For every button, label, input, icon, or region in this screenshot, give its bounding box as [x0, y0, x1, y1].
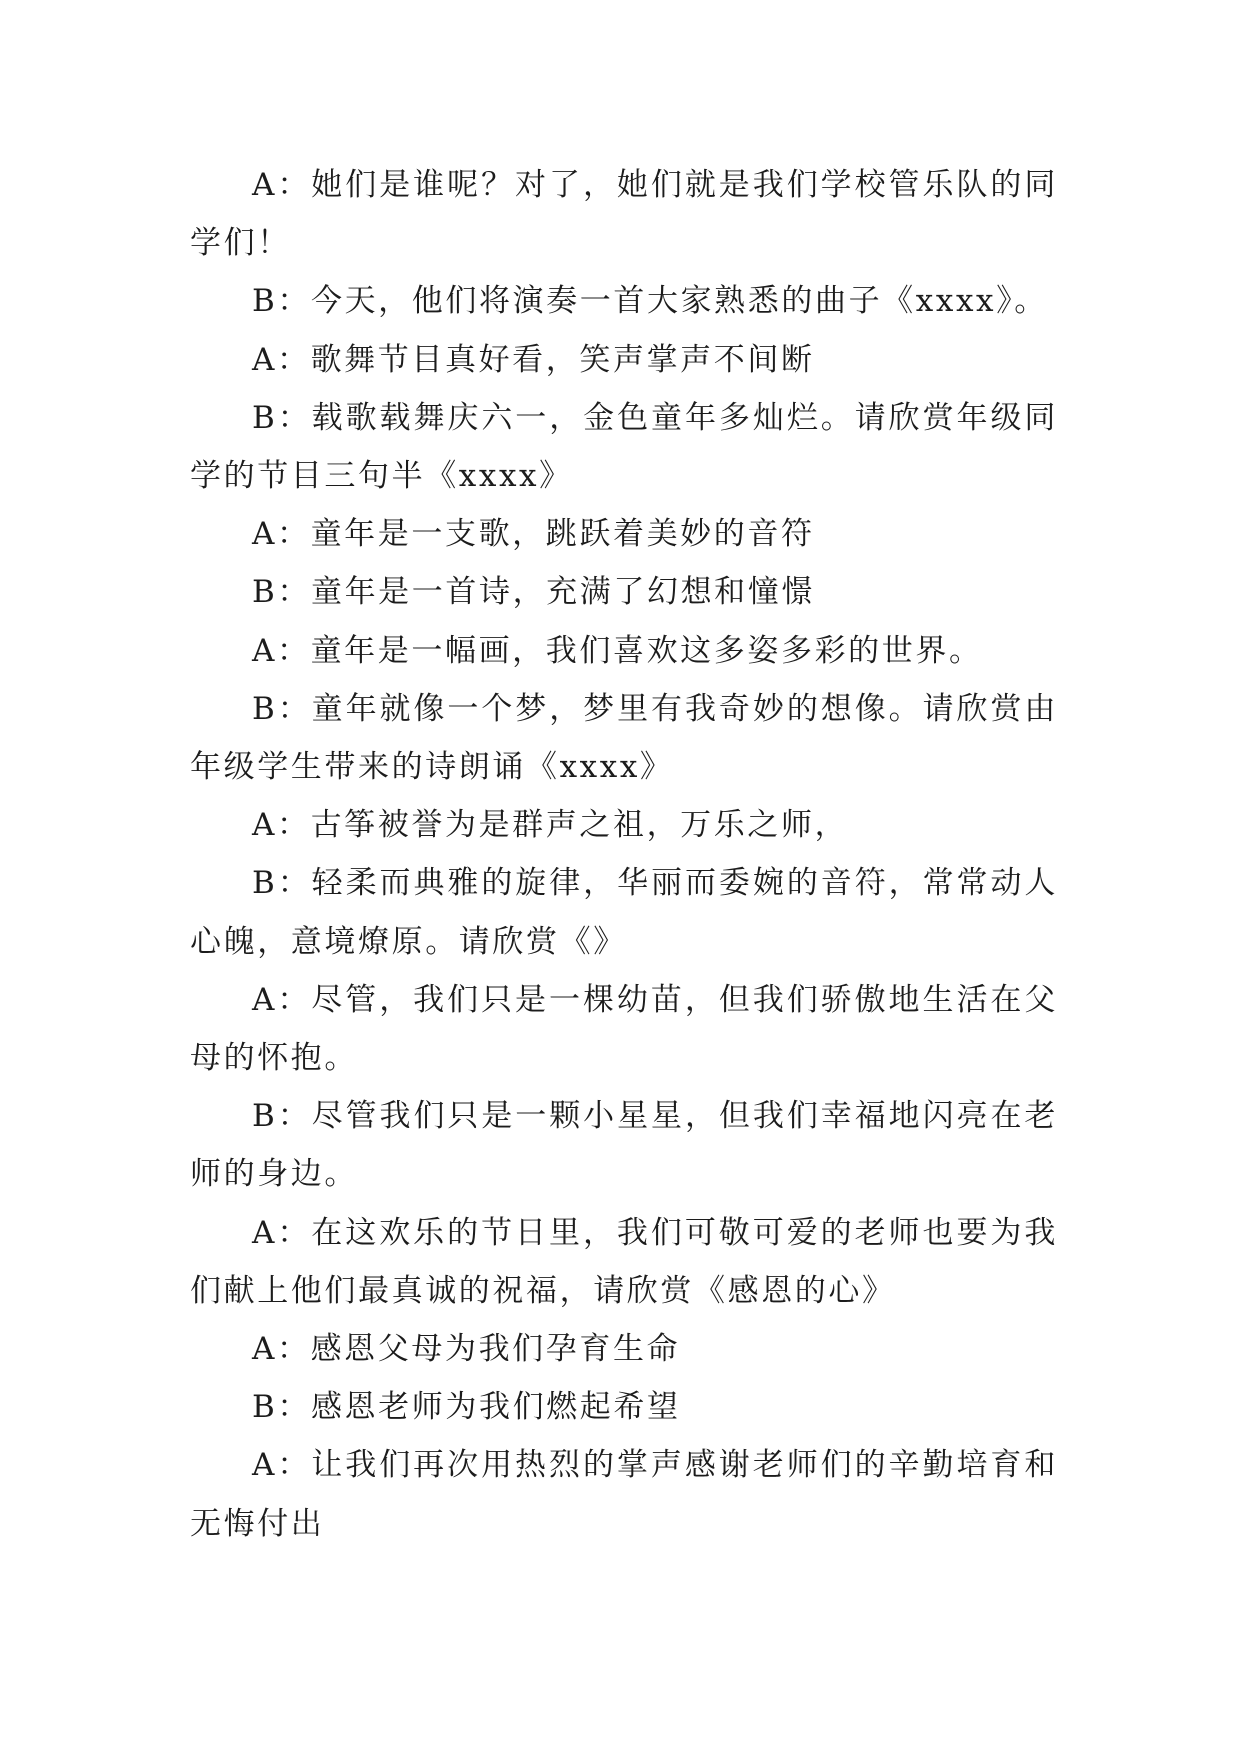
dialogue-paragraph: A：让我们再次用热烈的掌声感谢老师们的辛勤培育和无悔付出	[190, 1447, 1058, 1542]
dialogue-paragraph: B：童年就像一个梦，梦里有我奇妙的想像。请欣赏由年级学生带来的诗朗诵《xxxx》	[190, 690, 1058, 786]
dialogue-paragraph: A：古筝被誉为是群声之祖，万乐之师，	[252, 807, 849, 844]
dialogue-paragraph: A：在这欢乐的节日里，我们可敬可爱的老师也要为我们献上他们最真诚的祝福，请欣赏《感恩的心》	[190, 1214, 1058, 1309]
dialogue-paragraph: B：尽管我们只是一颗小星星，但我们幸福地闪亮在老师的身边。	[190, 1098, 1058, 1193]
dialogue-paragraph: A：尽管，我们只是一棵幼苗，但我们骄傲地生活在父母的怀抱。	[190, 981, 1058, 1077]
dialogue-paragraph: B：今天，他们将演奏一首大家熟悉的曲子《xxxx》。	[252, 283, 1048, 320]
dialogue-paragraph: A：感恩父母为我们孕育生命	[252, 1331, 681, 1368]
dialogue-paragraph: A：童年是一幅画，我们喜欢这多姿多彩的世界。	[252, 632, 983, 669]
dialogue-paragraph: A：她们是谁呢？对了，她们就是我们学校管乐队的同学们！	[190, 167, 1058, 262]
dialogue-paragraph: A：童年是一支歌，跳跃着美妙的音符	[252, 516, 815, 553]
dialogue-paragraph: B：感恩老师为我们燃起希望	[252, 1389, 681, 1426]
dialogue-paragraph: A：歌舞节目真好看，笑声掌声不间断	[252, 341, 815, 378]
dialogue-paragraph: B：载歌载舞庆六一，金色童年多灿烂。请欣赏年级同学的节目三句半《xxxx》	[190, 399, 1058, 495]
dialogue-paragraph: B：童年是一首诗，充满了幻想和憧憬	[252, 574, 815, 611]
document-page	[190, 156, 1058, 1553]
dialogue-paragraph: B：轻柔而典雅的旋律，华丽而委婉的音符，常常动人心魄，意境燎原。请欣赏《》	[190, 865, 1058, 960]
